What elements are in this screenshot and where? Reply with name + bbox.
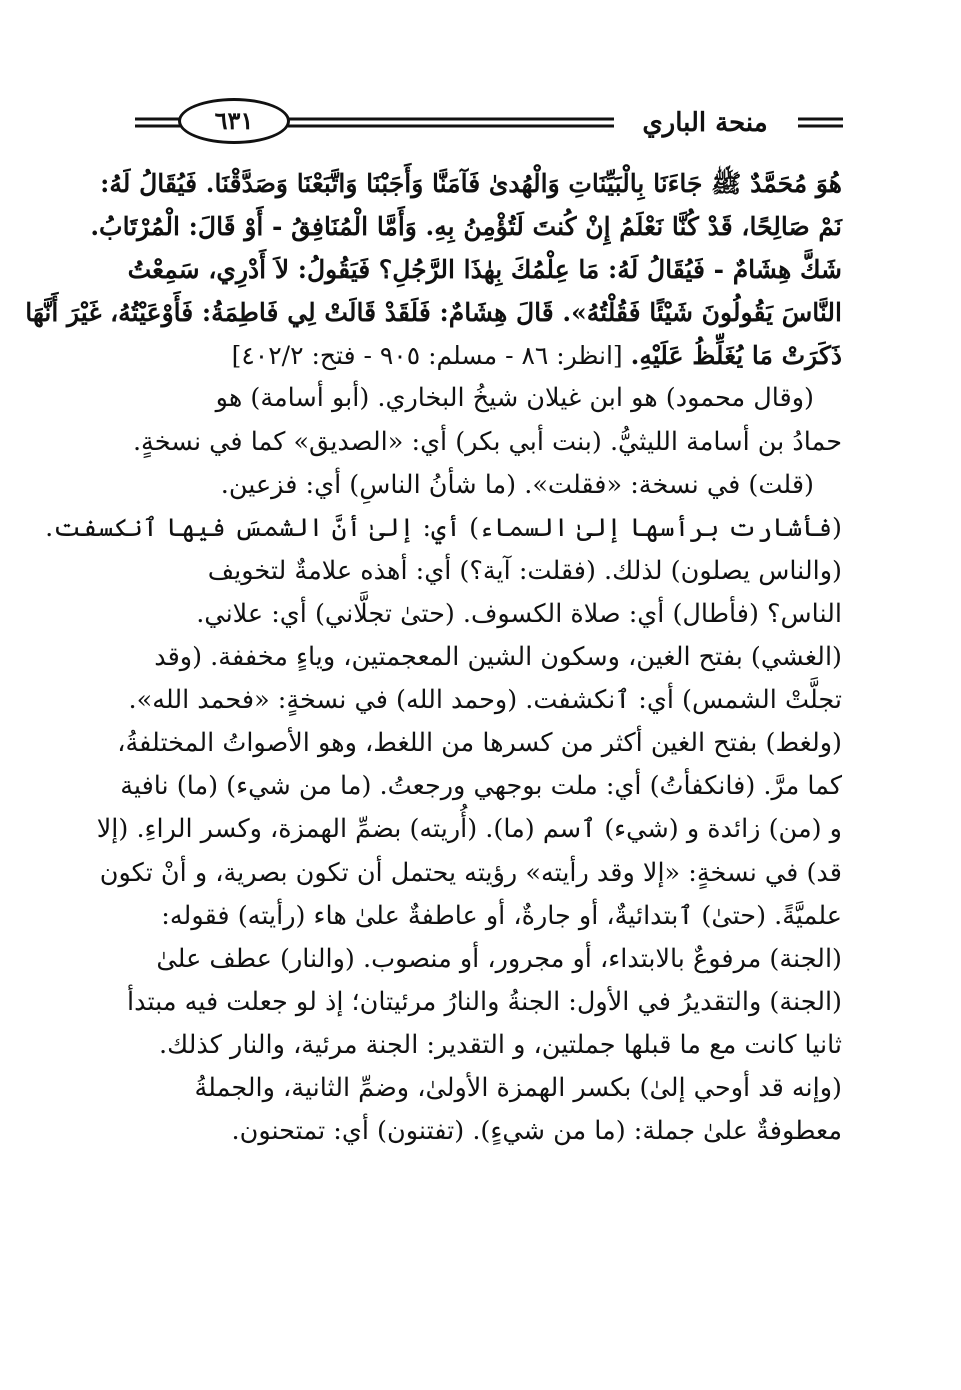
hadith-reference: [انظر: ٨٦ - مسلم: ٩٠٥ - فتح: ٤٠٢/٢]	[231, 341, 623, 371]
commentary-line: علميَّةً. (حتىٰ) ٱبتدائيةٌ، أو جارةٌ، أو عاطفةٌ علىٰ هاء (رأيته) فقوله:	[161, 900, 842, 931]
commentary-line: معطوفةٌ علىٰ جملة: (ما من شيءٍ). (تفتنون) أي: تمتحنون.	[231, 1116, 842, 1147]
hadith-line: النَّاسَ يَقُولُونَ شَيْئًا فَقُلْتُهُ». قَالَ هِشَامٌ: فَلَقَدْ قَالَتْ لِي فَاطِمَةُ: فَأَوْعَيْتُهُ، غَيْرَ أَنَّهَا	[25, 298, 842, 328]
commentary-line: كما مرَّ. (فانكفأتُ) أي: ملت بوجهي ورجعتُ. (ما من شيء) (ما) نافية	[120, 771, 842, 802]
header-rules	[0, 0, 961, 150]
commentary-line: (قلت) في نسخة: «فقلت». (ما شأنُ الناسِ) أي: فزعين.	[220, 469, 814, 500]
commentary-line: (الغشي) بفتح الغين، وسكون الشين المعجمتين، وياءٍ مخففة. (وقد	[154, 642, 842, 673]
page-number-badge	[178, 98, 290, 144]
hadith-last-line-text: ذَكَرَتْ مَا يُغَلِّظُ عَلَيْهِ.	[630, 341, 842, 371]
book-title: منحة الباري	[642, 108, 768, 138]
hadith-line: شَكَّ هِشَامٌ - فَيُقَالُ لَهُ: مَا عِلْمُكَ بِهٰذَا الرَّجُلِ؟ فَيَقُولُ: لاَ أَدْرِي، سَمِعْتُ	[127, 255, 842, 285]
hadith-line: هُوَ مُحَمَّدٌ ﷺ جَاءَنَا بِالْبَيِّنَاتِ وَالْهُدىٰ فَآمَنَّا وَأَجَبْنَا وَاتَّبَعْنَا وَصَدَّقْنَا. فَيُقَالُ لَهُ:	[100, 169, 842, 198]
commentary-line: ثانيا كانت مع ما قبلها جملتين، و التقدير: الجنة مرئية، والنار كذلك.	[159, 1029, 842, 1060]
hadith-line: نَمْ صَالِحًا، قَدْ كُنَّا نَعْلَمُ إِنْ كُنتَ لَتُؤْمِنُ بِهِ. وَأَمَّا الْمُنَافِقُ - أَوْ قَالَ: الْمُرْتَابُ.	[90, 212, 842, 242]
commentary-line: (فأشارت برأسها إلىٰ السماء) أي: إلىٰ أنَّ الشمسَ فيها ٱنكسفت.	[45, 512, 842, 543]
page-number: ٦٣١	[214, 106, 254, 135]
commentary-line: (والناس يصلون) لذلك. (فقلت: آية؟) أي: أهذه علامةٌ لتخويف	[207, 555, 842, 586]
hadith-text-block	[25, 162, 842, 377]
commentary-line: تجلَّتْ الشمس) أي: ٱنكشفت. (وحمد الله) في نسخةٍ: «فحمد الله».	[128, 685, 842, 716]
page-content	[25, 162, 842, 1153]
commentary-line: (الجنة) والتقديرُ في الأول: الجنةُ والنارُ مرئيتان؛ إذ لو جعلت فيه مبتدأ	[126, 986, 842, 1017]
commentary-line: قد) في نسخةٍ: «إلا وقد رأيته» رؤيته يحتمل أن تكون بصرية، و أنْ تكون	[99, 857, 842, 888]
commentary-line: (ولغط) بفتح الغين أكثر من كسرها من اللغط، وهو الأصواتُ المختلفةُ،	[117, 728, 842, 759]
commentary-line: حمادُ بن أسامة الليثيُّ. (بنت أبي بكر) أي: «الصديق» كما في نسخةٍ.	[132, 426, 842, 457]
commentary-line: (وإنه قد أوحي إلىٰ) بكسر الهمزة الأولىٰ، وضمِّ الثانية، والجملةُ	[194, 1072, 842, 1103]
page-header	[0, 0, 961, 150]
hadith-last-line	[132, 334, 842, 377]
commentary-line: الناس؟ (فأطال) أي: صلاة الكسوف. (حتىٰ تجلَّاني) أي: علاني.	[196, 598, 842, 629]
commentary-block	[45, 377, 842, 1153]
commentary-line: و (من) زائدة و (شيء) ٱسم (ما). (أُريته) بضمِّ الهمزة، وكسر الراءِ. (إلا	[96, 814, 842, 845]
commentary-line: (الجنة) مرفوعٌ بالابتداء، أو مجرور، أو منصوب. (والنار) عطف علىٰ	[156, 943, 842, 974]
commentary-line: (وقال محمود) هو ابن غيلان شيخُ البخاري. (أبو أسامة) هو	[215, 383, 814, 414]
